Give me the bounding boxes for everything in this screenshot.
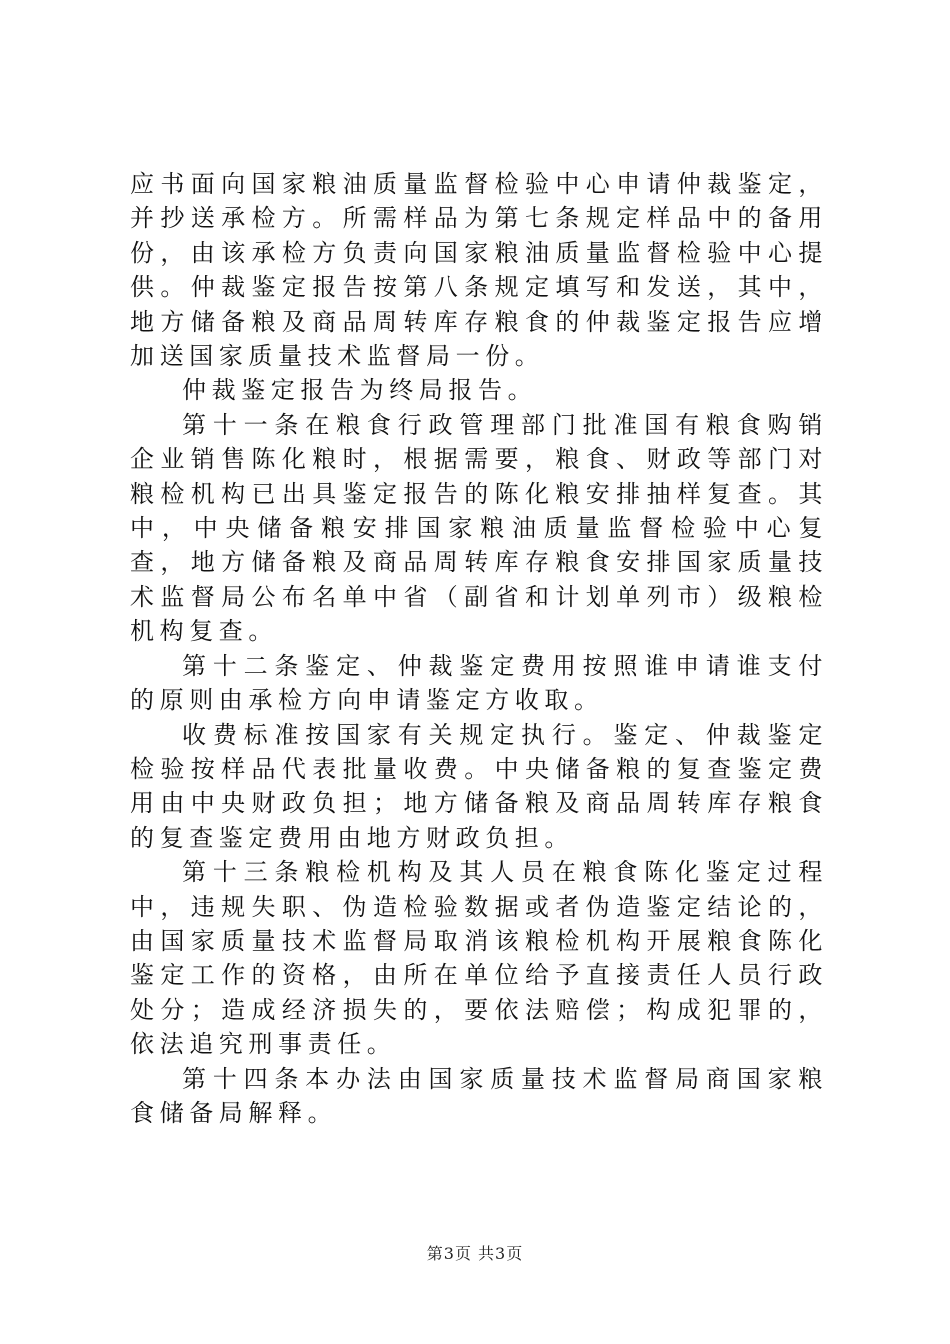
paragraph-final-report: 仲裁鉴定报告为终局报告。 — [182, 376, 538, 405]
paragraph-article-12: 第十二条鉴定、仲裁鉴定费用按照谁申请谁支付的原则由承检方向申请鉴定方收取。 — [130, 651, 828, 715]
document-body — [130, 167, 828, 1130]
page-number-footer: 第3页 共3页 — [426, 1244, 524, 1263]
paragraph-fee-standard: 收费标准按国家有关规定执行。鉴定、仲裁鉴定检验按样品代表批量收费。中央储备粮的复查鉴定费用由中央财政负担；地方储备粮及商品周转库存粮食的复查鉴定费用由地方财政负担。 — [130, 720, 828, 852]
paragraph-article-11: 第十一条在粮食行政管理部门批准国有粮食购销企业销售陈化粮时，根据需要，粮食、财政等部门对粮检机构已出具鉴定报告的陈化粮安排抽样复查。其中，中央储备粮安排国家粮油质量监督检验中心复查，地方储备粮及商品周转库存粮食安排国家质量技术监督局公布名单中省（副省和计划单列市）级粮检机构复查。 — [130, 410, 828, 646]
paragraph-continuation: 应书面向国家粮油质量监督检验中心申请仲裁鉴定，并抄送承检方。所需样品为第七条规定样品中的备用份，由该承检方负责向国家粮油质量监督检验中心提供。仲裁鉴定报告按第八条规定填写和发送，其中，地方储备粮及商品周转库存粮食的仲裁鉴定报告应增加送国家质量技术监督局一份。 — [130, 170, 828, 371]
paragraph-article-13: 第十三条粮检机构及其人员在粮食陈化鉴定过程中，违规失职、伪造检验数据或者伪造鉴定结论的，由国家质量技术监督局取消该粮检机构开展粮食陈化鉴定工作的资格，由所在单位给予直接责任人员行政处分；造成经济损失的，要依法赔偿；构成犯罪的，依法追究刑事责任。 — [130, 858, 828, 1059]
paragraph-article-14: 第十四条本办法由国家质量技术监督局商国家粮食储备局解释。 — [130, 1064, 828, 1127]
